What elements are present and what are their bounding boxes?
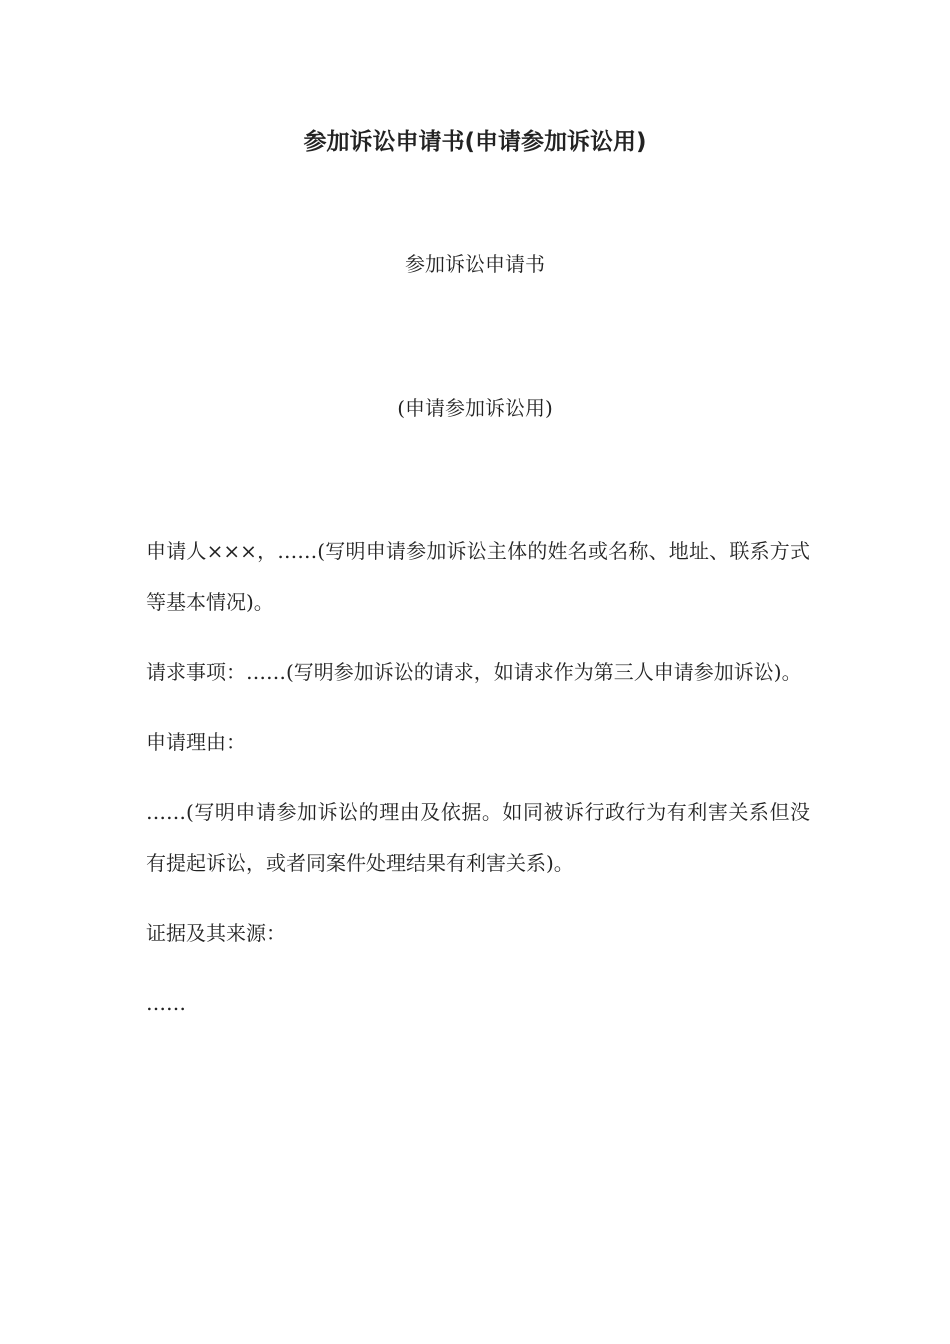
evidence-paragraph: …… (146, 991, 186, 1015)
evidence-heading: 证据及其来源： (146, 921, 286, 945)
applicant-paragraph: 申请人×××，……(写明申请参加诉讼主体的姓名或名称、地址、联系方式等基本情况)。 (146, 539, 810, 614)
reasons-heading: 申请理由： (146, 730, 246, 754)
reasons-paragraph: ……(写明申请参加诉讼的理由及依据。如同被诉行政行为有利害关系但没有提起诉讼，或者同案件处理结果有利害关系)。 (146, 800, 810, 875)
document-subtitle: 参加诉讼申请书 (405, 252, 545, 276)
document-subtitle-note: (申请参加诉讼用) (397, 396, 553, 420)
claims-paragraph: 请求事项：……(写明参加诉讼的请求，如请求作为第三人申请参加诉讼)。 (146, 660, 802, 684)
document-title: 参加诉讼申请书(申请参加诉讼用) (303, 129, 647, 155)
document-body (146, 526, 810, 1048)
